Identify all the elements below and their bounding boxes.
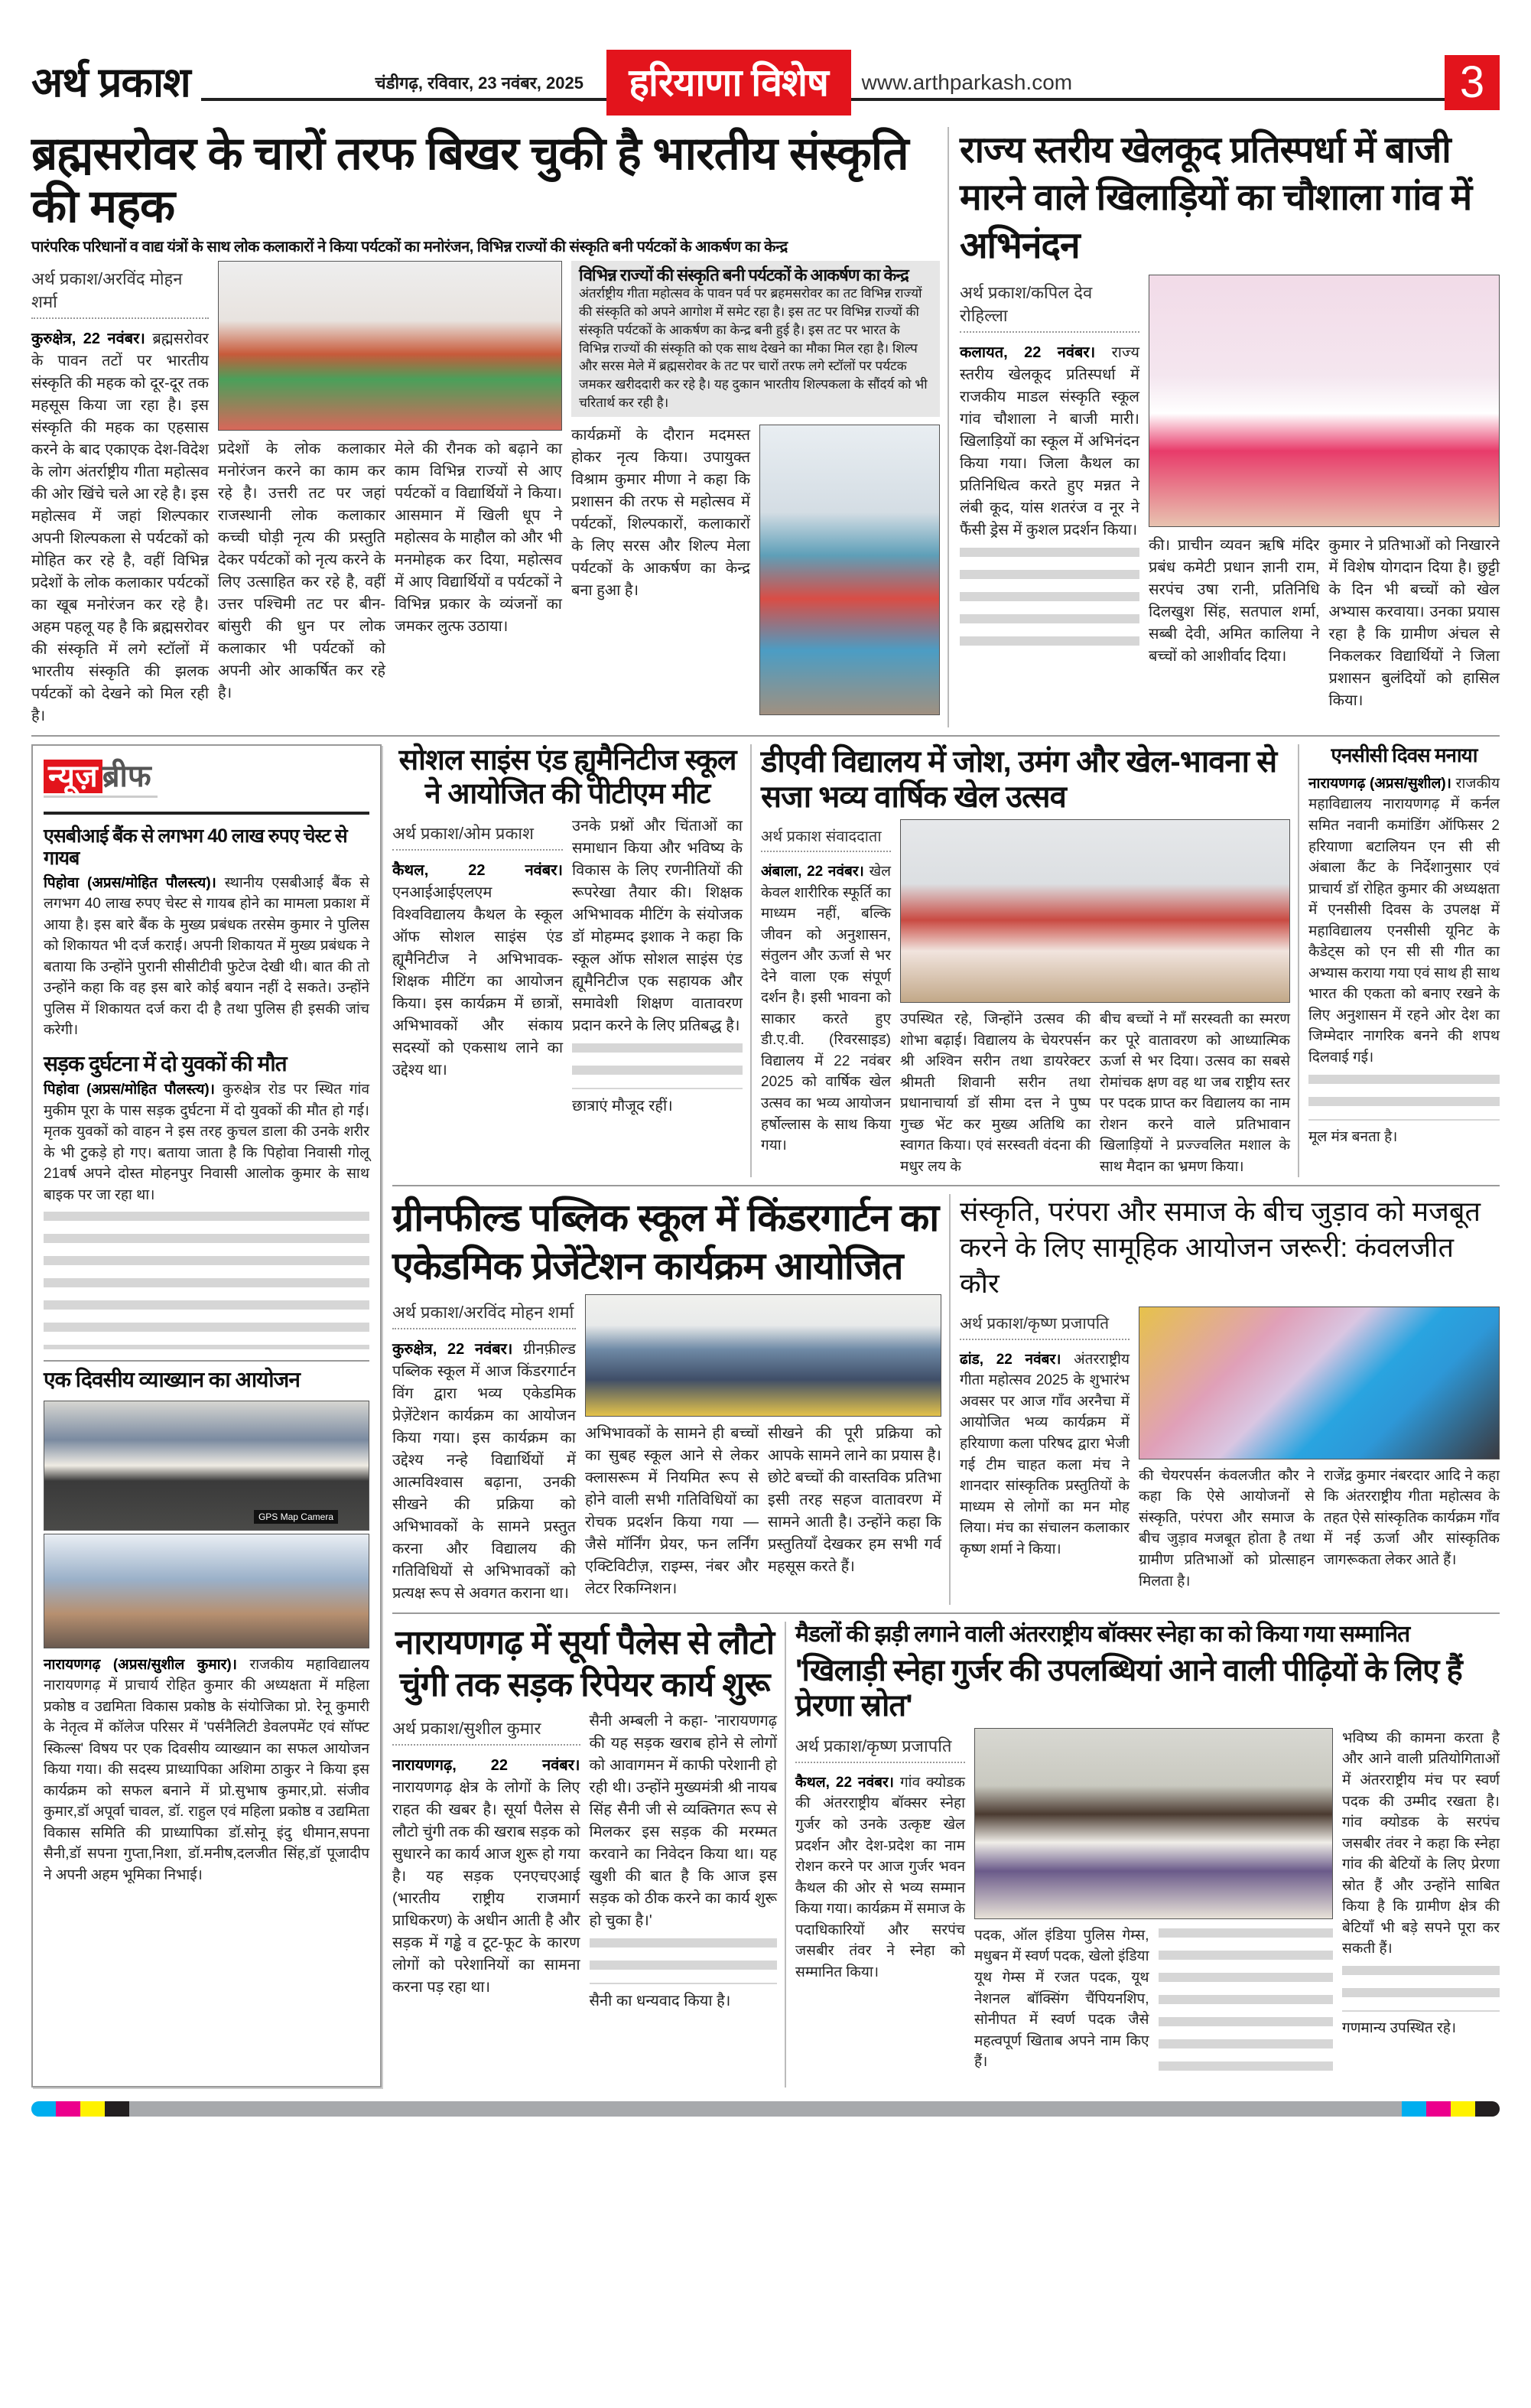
felicitation-photo [974,1728,1333,1919]
culture-highlight-box [571,261,940,417]
sports-headline: राज्य स्तरीय खेलकूद प्रतिस्पर्धा में बाजी मारने वाले खिलाड़ियों का चौशाला गांव में अभिनंदन [960,130,1472,266]
boxer-photo-block [974,1728,1333,2087]
yellow-swatch [80,2101,105,2117]
section-title: हरियाणा विशेष [606,50,851,116]
brief-body [44,873,369,1041]
ptm-dateline: कैथल, 22 नवंबर। [392,862,563,880]
dav-column-1 [761,861,891,1157]
brief-body [44,1079,369,1206]
lead-dateline: कुरुक्षेत्र, 22 नवंबर। [31,330,145,347]
boxer-dateline: कैथल, 22 नवंबर। [795,1774,894,1791]
sanskriti-column-2: की चेयरपर्सन कंवलजीत कौर ने कहा कि ऐसे आयोजनों से संस्कृति, परंपरा और समाज के बीच जुड़ाव मजबूत होता है तथा ग्रामीण प्रतिभाओं को प्रोत्साहन मिलता है। [1139,1467,1315,1590]
color-swatches-right [1402,2101,1500,2117]
greenfield-column-3: सीखने की पूरी प्रक्रिया को आपके सामने लाने का प्रयास है। छोटे बच्चों की वास्तविक प्रतिभा इसी तरह सहज वातावरण में सामने आती है। उन्होंने कहा कि प्रस्तुतियाँ देखकर हम सभी गर्व महसूस करते हैं। [768,1425,941,1576]
ptm-text: एनआईआईएलएम विश्वविद्यालय कैथल के स्कूल ऑफ सोशल साइंस एंड ह्यूमैनिटीज ने अभिभावक-शिक्षक मीटिंग का आयोजन किया। इस कार्यक्रम में छात्रों, अभिभावकों और संकाय सदस्यों को एकसाथ लाने का उद्देश्य था। [392,884,563,1079]
black-swatch [105,2101,129,2117]
boxer-column-3: पदक, ऑल इंडिया पुलिस गेम्स, मधुबन में स्वर्ण पदक, खेलो इंडिया यूथ गेम्स में रजत पदक, यूथ नेशनल बॉक्सिंग चैंपियनशिप, सोनीपत में स्वर्ण पदक जैसे महत्वपूर्ण खिताब अपने नाम किए हैं। [974,1927,1149,2071]
lead-columns [31,261,940,727]
lead-text: ब्रह्मसरोवर के पावन तटों पर भारतीय संस्कृति की महक को दूर-दूर तक महसूस किया जा रहा है। इस संस्कृति की महक का एहसास करने के बाद एकाएक देश-विदेश के लोग अंतर्राष्ट्रीय गीता महोत्सव की ओर खिंचे चले आ रहे है। इस महोत्सव में जहां शिल्पकार अपनी शिल्पकला से पर्यटकों को मोहित कर रहे है, वहीं विभिन्न प्रदेशों के लोक कलाकार पर्यटकों का खूब मनोरंजन कर रहे है। अहम पहलू यह है कि ब्रह्मसरोवर की संस्कृति में लगे स्टॉलों में भारतीय संस्कृति की झलक पर्यटकों को देखने को मिल रही है। [31,330,209,724]
boxer-columns [795,1728,1500,2087]
text-lines [1342,1966,1500,2012]
sanskriti-text: अंतरराष्ट्रीय गीता महोत्सव 2025 के शुभारंभ अवसर पर आज गाँव अरनैचा में आयोजित भव्य कार्यक्रम में हरियाणा कला परिषद द्वारा भेजी गई टीम चाहत कला मंच ने शानदार सांस्कृतिक प्रस्तुतियों के माध्यम से लोगों का मन मोह लिया। मंच का संचालन कलाकार कृष्ण शर्मा ने किया। [960,1351,1130,1557]
lead-right-block [571,261,940,715]
lecture-photo [44,1401,369,1531]
sanskriti-photo-columns [1139,1466,1500,1592]
sanskriti-byline: अर्थ प्रकाश/कृष्ण प्रजापति [960,1313,1130,1340]
lead-column-3: मेले की रौनक को बढ़ाने का काम विभिन्न राज्यों से आए पर्यटकों व विद्यार्थियों ने किया। आसमान में खिली धूप ने महोत्सव के माहौल को और भी मनमोहक कर दिया, महोत्सव में आए विद्यार्थियों व पर्यटकों ने विभिन्न प्रकार के व्यंजनों का जमकर लुत्फ उठाया। [395,441,562,635]
ncc-body [1308,773,1500,1147]
lead-column-1 [31,328,209,727]
boxer-photo-columns [974,1925,1333,2087]
boxer-column-2 [1342,1728,1500,2039]
lead-story [31,127,949,727]
highlight-box-text: अंतर्राष्ट्रीय गीता महोत्सव के पावन पर्व पर ब्रहमसरोवर का तट विभिन्न राज्यों की संस्कृति को अपने आगोश में समेट रहा है। इस तट पर विभिन्न राज्यों की संस्कृति पर्यटकों के आकर्षण का केन्द्र बनी हुई है। इस तट पर भारत के विभिन्न राज्यों की संस्कृति को एक साथ देखने का मौका मिल रहा है। शिल्प और सरस मेले में ब्रह्मसरोवर के तट पर चारों तरफ लगे स्टॉलों पर पर्यटक जमकर खरीददारी कर रहे है। यह दुकान भारतीय शिल्पकला के सौंदर्य को भी चरितार्थ कर रही है। [579,286,928,411]
news-brief-logo [44,753,158,798]
text-lines [1159,1928,1334,2081]
ncc-story [1308,744,1500,1177]
news-brief-logo-black: ब्रीफ [102,760,151,793]
greenfield-columns [392,1294,941,1605]
dancer-photo [759,425,940,715]
dav-byline: अर्थ प्रकाश संवाददाता [761,825,891,852]
greenfield-byline: अर्थ प्रकाश/अरविंद मोहन शर्मा [392,1300,576,1329]
dav-column-3: बीच बच्चों ने माँ सरस्वती का स्मरण कर पूरे वातावरण को आध्यात्मिक ऊर्जा से भर दिया। उत्सव का सबसे रोमांचक क्षण वह था जब राष्ट्रीय स्तर पर पदक प्राप्त कर विद्यालय का नाम रोशन करने वाले प्रतिभावान खिलाड़ियों ने प्रज्ज्वलित मशाल के साथ मैदान का भ्रमण किया। [1100,1011,1290,1175]
ncc-headline: एनसीसी दिवस मनाया [1331,744,1477,766]
magenta-swatch [56,2101,80,2117]
sports-column-1 [960,342,1139,542]
brief-title: एसबीआई बैंक से लगभग 40 लाख रुपए चेस्ट से गायब [44,825,347,869]
news-brief-rule [44,812,369,815]
lead-right-columns [571,425,940,715]
greenfield-headline: ग्रीनफील्ड पब्लिक स्कूल में किंडरगार्टन का एकेडमिक प्रेजेंटेशन कार्यक्रम आयोजित [392,1196,939,1287]
cultural-event-photo [1139,1307,1500,1459]
lead-subhead: पारंपरिक परिधानों व वाद्य यंत्रों के साथ लोक कलाकारों ने किया पर्यटकों का मनोरंजन, विभिन्न राज्यों की संस्कृति बनी पर्यटकों के आकर्षण का केन्द्र [31,239,788,255]
brief-dateline: पिहोवा (अप्रस/मोहित पौलस्त्य)। [44,1082,215,1098]
ptm-column-1 [392,860,563,1082]
boxer-story [795,1622,1500,2087]
road-columns [392,1710,777,2013]
dav-column-1-wrap [761,819,891,1157]
folk-dancers-photo [218,261,562,431]
dav-photo-columns [900,1009,1290,1177]
print-color-bar [31,2101,1500,2117]
dav-headline: डीएवी विद्यालय में जोश, उमंग और खेल-भावना से सजा भव्य वार्षिक खेल उत्सव [761,745,1277,814]
road-column-1 [392,1755,580,1999]
boxer-text: गांव क्योडक की अंतरराष्ट्रीय बॉक्सर स्नेहा गुर्जर को उनके उत्कृष्ट खेल प्रदर्शन और देश-प्रदेश का नाम रोशन करने पर आज गुर्जर भवन कैथल की ओर से भव्य सम्मान किया गया। कार्यक्रम में समाज के पदाधिकारियों और सरपंच जसबीर तंवर ने स्नेहा को सम्मानित किया। [795,1774,965,1980]
road-text: नारायणगढ़ क्षेत्र के लोगों के लिए राहत की खबर है। सूर्या पैलेस से लौटो चुंगी तक की खराब सड़क को सुधारने का कार्य आज शुरू हो गया है। यह सड़क एनएचएआई (भारतीय राष्ट्रीय राजमार्ग प्राधिकरण) के अधीन आती है और सड़क में गड्ढे व टूट-फूट के कारण लोगों को परेशानियों का सामना करना पड़ रहा था। [392,1779,580,1996]
sports-column-1-wrap [960,275,1139,661]
sanskriti-column-1 [960,1349,1130,1560]
brief-text: कुरुक्षेत्र रोड पर स्थित गांव मुकीम पूरा के पास सड़क दुर्घटना में दो युवकों की मौत हो गई। मृतक युवकों को वाहन ने इस तरह कुचल डाला की उनके शरीर के भी टुकड़े हो गए। बताया जाता है कि पिहोवा निवासी गोलू 21वर्ष अपने दोस्त मोहनपुर निवासी आलोक कुमार के साथ बाइक पर जा रहा था। [44,1082,370,1203]
band-a [392,744,1500,1177]
ncc-closing: मूल मंत्र बनता है। [1308,1128,1398,1145]
yellow-swatch [1451,2101,1475,2117]
ptm-columns [392,815,743,1118]
brief-text: राजकीय महाविद्यालय नारायणगढ़ में प्राचार्य रोहित कुमार की अध्यक्षता में महिला प्रकोष्ठ व उद्यमिता विकास प्रकोष्ठ के संयोजिका प्रो. रेनू कुमारी के नेतृत्व में कॉलेज परिसर में 'पर्सनैलिटी डेवलपमेंट एवं सॉफ्ट स्किल्स' विषय पर एक दिवसीय व्याख्यान का सफल आयोजन किया गया। की सदस्य प्राध्यापिका अशिमा ठाकुर ने किया इस कार्यक्रम को सफल बनाने में प्रो.सुभाष कुमार,प्रो. संजीव कुमार,डॉ अपूर्वा चावल, डॉ. राहुल एवं महिला प्रकोष्ठ व उद्यमिता विकास समिति की प्राध्यापिका डॉ.सोनू इंदु धीमान,सपना सैनी,डॉ सपना गुप्ता,निशा, डॉ.मनीष,दलजीत सिंह,डॉ पूजादीप ने अपनी अहम भूमिका निभाई। [44,1656,369,1883]
news-brief-logo-red: न्यूज़ [44,760,102,793]
sports-photo-columns [1149,535,1500,712]
greenfield-column-1 [392,1339,576,1605]
sports-byline: अर्थ प्रकाश/कपिल देव रोहिल्ला [960,281,1139,333]
sanskriti-column-1-wrap [960,1307,1130,1560]
lead-column-2: प्रदेशों के लोक कलाकार मनोरंजन करने का काम कर रहे है। उत्तरी तट पर जहां राजस्थानी लोक कलाकार कच्ची घोड़ी नृत्य की प्रस्तुति देकर पर्यटकों को नृत्य करने के लिए उत्साहित कर रहे है, वहीं उत्तर पश्चिमी तट पर बीन-बांसुरी की धुन पर लोक कलाकार भी पर्यटकों को अपनी ओर आकर्षित कर रहे है। [218,441,385,701]
color-swatches-left [31,2101,129,2117]
kindergarten-photo [585,1294,941,1417]
sports-columns [960,275,1500,712]
ncc-text: राजकीय महाविद्यालय नारायणगढ़ में कर्नल समित नवानी कमांडिंग ऑफिसर 2 हरियाणा बटालियन एन सी सी अंबाला कैंट के निर्देशानुसार एवं प्राचार्य डॉ रोहित कुमार की अध्यक्षता में एनसीसी दिवस के उपलक्ष में महाविद्यालय एनसीसी यूनिट के कैडेट्स को एन सी सी गीत का अभ्यास कराया गया एवं साथ ही साथ भारत की एकता को बनाए रखने के लिए अनुशासन में रहने ओर देश का जिम्मेदार नागरिक बनने की शपथ दिलवाई गई। [1308,775,1500,1066]
sanskriti-story [960,1194,1500,1605]
newspaper-logo: अर्थ प्रकाश [31,59,201,106]
boxer-text: भविष्य की कामना करता है और आने वाली प्रतियोगिताओं में अंतरराष्ट्रीय मंच पर स्वर्ण पदक की उम्मीद रखता है। गांव क्योडक के सरपंच जसबीर तंवर ने कहा कि स्नेहा गांव की बेटियों के लिए प्रेरणा स्रोत हैं और उन्होंने साबित किया है कि ग्रामीण क्षेत्र की बेटियाँ भी बड़े सपने पूरा कर सकती हैं। [1342,1730,1500,1957]
road-column-2 [590,1710,778,2013]
sports-column-3: कुमार ने प्रतिभाओं को निखारने में विशेष योगदान दिया है। छुट्टी के दिन भी बच्चों को खेल अभ्यास करवाया। उनका प्रयास रहा है कि ग्रामीण अंचल से निकलकर विद्यार्थियों ने जिला प्रशासन बुलंदियों को हासिल किया। [1328,537,1500,710]
ptm-column-2 [572,815,743,1118]
dav-text: खेल केवल शारीरिक स्फूर्ति का माध्यम नहीं, बल्कि जीवन को अनुशासन, संतुलन और ऊर्जा से भर देने वाला एक संपूर्ण दर्शन है। इसी भावना को साकार करते हुए डी.ए.वी. (रिवरसाइड) विद्यालय में 22 नवंबर 2025 को वार्षिक खेल उत्सव का भव्य आयोजन हर्षोल्लास के साथ किया गया। [761,864,891,1154]
road-column-1-wrap [392,1710,580,1999]
road-closing: सैनी का धन्यवाद किया है। [589,1993,731,2010]
highlight-box-title: विभिन्न राज्यों की संस्कृति बनी पर्यटकों के आकर्षण का केन्द्र [579,265,909,285]
text-lines [590,1938,778,1984]
lead-photo-columns [218,438,562,705]
brief-item [44,1052,369,1349]
sports-festival-photo [900,819,1290,1003]
dav-column-2: उपस्थित रहे, जिन्होंने उत्सव की शोभा बढ़ाई। विद्यालय के चेयरपर्सन श्री अश्विन सरीन तथा डायरेक्टर श्रीमती शिवानी सरीन तथा प्रधानाचार्या डॉ सीमा दत्त ने पुष्प गुच्छ भेंट कर मुख्य अतिथि का स्वागत किया। एवं सरस्वती वंदना की मधुर लय के [900,1011,1091,1175]
sports-column-2: की। प्राचीन व्यवन ऋषि मंदिर प्रबंध कमेटी प्रधान ज्ञानी राम, सरपंच उषा रानी, प्रतिनिधि दिलखुश सिंह, सतपाल शर्मा, सब्बी देवी, अमित कालिया ने बच्चों को आशीर्वाद दिया। [1149,537,1320,665]
lead-byline: अर्थ प्रकाश/अरविंद मोहन शर्मा [31,267,209,319]
sports-dateline: कलायत, 22 नवंबर। [960,344,1096,362]
road-story [392,1622,786,2087]
dav-photo-block [900,819,1290,1177]
text-lines [960,548,1139,655]
dav-columns [761,819,1290,1177]
sanskriti-headline: संस्कृति, परंपरा और समाज के बीच जुड़ाव को मजबूत करने के लिए सामूहिक आयोजन जरूरी: कंवलजीत कौर [960,1196,1481,1299]
cyan-swatch [1402,2101,1426,2117]
cyan-swatch [31,2101,56,2117]
sports-photo-block [1149,275,1500,712]
greenfield-column-2: अभिभावकों के सामने ही बच्चों का सुबह स्कूल आने से लेकर क्लासरूम में नियमित रूप से होने वाली सभी गतिविधियों का रोचक प्रदर्शन किया गया — जैसे मॉर्निंग प्रेयर, फन लर्निंग एक्टिविटीज़, राइम्स, नंबर और लेटर रिकग्निशन। [585,1425,759,1598]
opening-ceremony-photo [1149,275,1500,527]
brief-title: एक दिवसीय व्याख्यान का आयोजन [44,1368,300,1392]
black-swatch [1475,2101,1500,2117]
top-stories [31,127,1500,727]
road-headline: नारायणगढ़ में सूर्या पैलेस से लौटो चुंगी तक सड़क रिपेयर कार्य शुरू [395,1624,775,1704]
dav-story [761,744,1299,1177]
lead-column-1-wrap [31,261,209,727]
website-url[interactable]: www.arthparkash.com [861,70,1073,94]
brief-text: स्थानीय एसबीआई बैंक से लगभग 40 लाख रुपए चेस्ट से गायब होने का मामला प्रकाश में आया है। इस बारे बैंक के मुख्य प्रबंधक तरसेम कुमार ने पुलिस को शिकायत भी दर्ज कराई। अपनी शिकायत में मुख्य प्रबंधक ने बताया कि उन्होंने पुरानी सीसीटीवी फुटेज देखी थी। बात की तो उन्होंने कहा कि वह इस बारे कोई बयान नहीं दे सकते। उन्होंने पुलिस में शिकायत दर्ज करा दी है तथा पुलिस ही इसकी जांच करेगी। [44,874,369,1039]
boxer-byline: अर्थ प्रकाश/कृष्ण प्रजापति [795,1734,965,1763]
boxer-column-4 [1159,1925,1334,2087]
road-byline: अर्थ प्रकाश/सुशील कुमार [392,1717,580,1746]
brief-body [44,1655,369,1886]
lead-photo-block [218,261,562,705]
greenfield-story [392,1194,951,1605]
brief-dateline: नारायणगढ़ (अप्रस/सुशील कुमार)। [44,1656,237,1673]
greenfield-column-1-wrap [392,1294,576,1605]
lecture-audience-photo [44,1534,369,1648]
sanskriti-columns [960,1307,1500,1592]
sanskriti-column-3: राजेंद्र कुमार नंबरदार आदि ने कहा कि अंतरराष्ट्रीय गीता महोत्सव के तहत ऐसे सांस्कृतिक कार्यक्रम गाँव में नई ऊर्जा और सांस्कृतिक जागरूकता लेकर आते हैं। [1324,1467,1500,1568]
ptm-closing: छात्राएं मौजूद रहीं। [572,1098,673,1115]
band-c [392,1612,1500,2087]
boxer-kicker: मैडलों की झड़ी लगाने वाली अंतरराष्ट्रीय बॉक्सर स्नेहा का को किया गया सम्मानित [795,1622,1410,1648]
ptm-headline: सोशल साइंस एंड ह्यूमैनिटीज स्कूल ने आयोजित की पीटीएम मीट [398,744,736,810]
boxer-closing: गणमान्य उपस्थित रहे। [1342,2019,1457,2036]
dav-dateline: अंबाला, 22 नवंबर। [761,864,864,880]
brief-item [44,825,369,1041]
ptm-byline: अर्थ प्रकाश/ओम प्रकाश [392,822,563,851]
road-dateline: नारायणगढ़, 22 नवंबर। [392,1757,580,1775]
sports-text: राज्य स्तरीय खेलकूद प्रतिस्पर्धा में राजकीय माडल संस्कृति स्कूल गांव चौशाला ने बाजी मारी। खिलाड़ियों का स्कूल में अभिनंदन किया गया। जिला कैथल का प्रतिनिधित्व करते हुए मन्नत ने लंबी कूद, यांस शतरंज व नूर ने फैंसी ड्रेस में कुशल प्रदर्शन किया। [960,344,1139,539]
sanskriti-dateline: ढांड, 22 नवंबर। [960,1351,1061,1368]
boxer-headline: 'खिलाड़ी स्नेहा गुर्जर की उपलब्धियां आने वाली पीढ़ियों के लिए हैं प्रेरणा स्रोत' [795,1653,1462,1723]
brief-dateline: पिहोवा (अप्रस/मोहित पौलस्त्य)। [44,874,216,891]
brief-item [44,1360,369,1886]
masthead [31,44,1500,121]
lead-headline: ब्रह्मसरोवर के चारों तरफ बिखर चुकी है भारतीय संस्कृति की महक [31,128,909,232]
ptm-story [392,744,752,1177]
text-lines [572,1043,743,1089]
brief-title: सड़क दुर्घटना में दो युवकों की मौत [44,1051,287,1075]
text-lines [1308,1075,1500,1121]
band-b [392,1185,1500,1605]
greenfield-photo-columns [585,1423,941,1600]
road-text: सैनी अम्बली ने कहा- 'नारायणगढ़ की यह सड़क खराब होने से लोगों को आवागमन में काफी परेशानी हो रही थी। उन्होंने मुख्यमंत्री श्री नायब सिंह सैनी जी से व्यक्तिगत रूप से मिलकर इस सड़क की मरम्मत करवाने का निवेदन किया था। यह खुशी की बात है कि आज इस सड़क को ठीक करने का कार्य शुरू हो चुका है।' [589,1713,777,1930]
ncc-dateline: नारायणगढ़ (अप्रस/सुशील)। [1308,775,1451,792]
sanskriti-photo-block [1139,1307,1500,1592]
photo-watermark: GPS Map Camera [254,1510,338,1524]
magenta-swatch [1426,2101,1451,2117]
greenfield-photo-block [585,1294,941,1600]
news-brief-panel [31,744,382,2087]
issue-date: चंडीगढ़, रविवार, 23 नवंबर, 2025 [369,71,606,94]
page-number: 3 [1445,55,1500,110]
text-lines [44,1212,369,1349]
lower-stories [31,735,1500,2087]
ptm-column-1-wrap [392,815,563,1082]
lower-right-area [392,744,1500,2087]
greenfield-dateline: कुरुक्षेत्र, 22 नवंबर। [392,1341,513,1359]
boxer-column-1 [795,1772,965,1983]
boxer-column-1-wrap [795,1728,965,1983]
lead-column-4: कार्यक्रमों के दौरान मदमस्त होकर नृत्य किया। उपायुक्त विश्राम कुमार मीणा ने कहा कि प्रशासन की तरफ से महोत्सव में पर्यटकों, शिल्पकारों, कलाकारों के लिए सरस और शिल्प मेला पर्यटकों के आकर्षण का केन्द्र बना हुआ है। [571,426,750,599]
sports-story [960,127,1500,727]
ptm-text: उनके प्रश्नों और चिंताओं का समाधान किया और भविष्य के विकास के लिए रणनीतियों की रूपरेखा तैयार की। शिक्षक अभिभावक मीटिंग के संयोजक डॉ मोहम्मद इशाक ने कहा कि स्कूल ऑफ सोशल साइंस एंड ह्यूमैनिटीज एक सहायक और समावेशी शिक्षण वातावरण प्रदान करने के लिए प्रतिबद्ध है। [572,818,743,1035]
greenfield-text: ग्रीनफ़ील्ड पब्लिक स्कूल में आज किंडरगार्टन विंग द्वारा भव्य एकेडमिक प्रेज़ेंटेशन कार्यक्रम का आयोजन किया गया। इस कार्यक्रम का उद्देश्य नन्हे विद्यार्थियों में आत्मविश्वास बढ़ाना, उनकी सीखने की प्रक्रिया को अभिभावकों के सामने प्रस्तुत करना और विद्यालय की गतिविधियों से अभिभावकों को प्रत्यक्ष रूप से अवगत कराना था। [392,1341,576,1603]
